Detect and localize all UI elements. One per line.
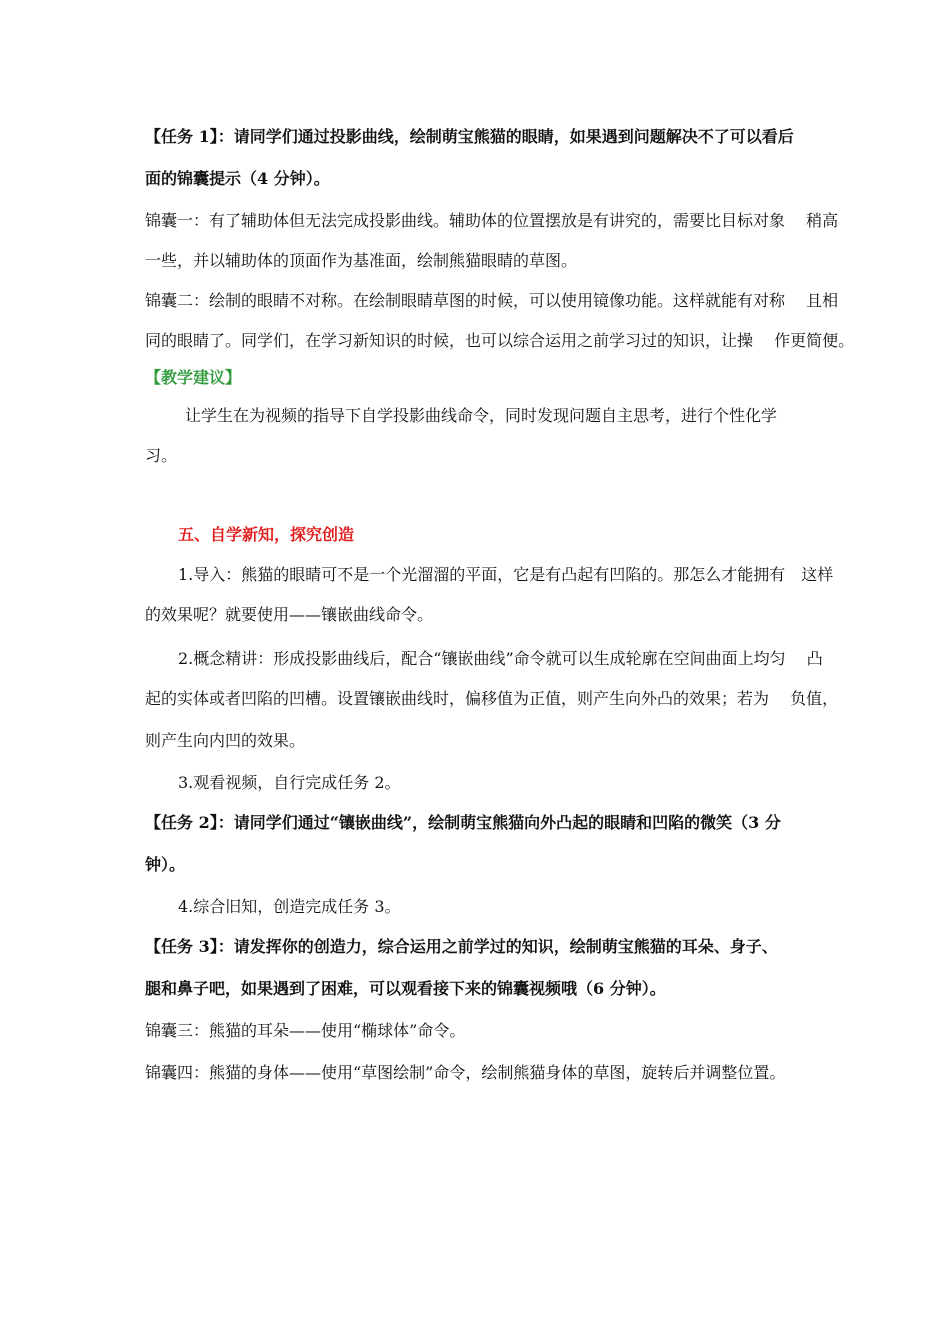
task3-line1: 【任务 3】：请发挥你的创造力，综合运用之前学过的知识，绘制萌宝熊猫的耳朵、身子、 (145, 937, 778, 956)
task3-line2: 腿和鼻子吧，如果遇到了困难，可以观看接下来的锦囊视频哦（6 分钟）。 (145, 979, 666, 998)
task2-line2: 钟）。 (145, 855, 186, 874)
section5-heading: 五、自学新知，探究创造 (178, 525, 355, 544)
paragraph-4: 4.综合旧知，创造完成任务 3。 (178, 897, 401, 916)
advice-line1: 让学生在为视频的指导下自学投影曲线命令，同时发现问题自主思考，进行个性化学 (185, 406, 778, 425)
section5-p1-line1: 1.导入：熊猫的眼睛可不是一个光溜溜的平面，它是有凸起有凹陷的。那怎么才能拥有 这样 (178, 565, 834, 584)
section5-p2-line1: 2.概念精讲：形成投影曲线后，配合“镶嵌曲线”命令就可以生成轮廓在空间曲面上均匀 凸 (178, 649, 823, 668)
tip4: 锦囊四：熊猫的身体——使用“草图绘制”命令，绘制熊猫身体的草图，旋转后并调整位置。 (145, 1063, 786, 1082)
tip2-line1: 锦囊二：绘制的眼睛不对称。在绘制眼睛草图的时候，可以使用镜像功能。这样就能有对称 且相 (145, 291, 839, 310)
advice-line2: 习。 (145, 446, 178, 465)
task1-line1: 【任务 1】：请同学们通过投影曲线，绘制萌宝熊猫的眼睛，如果遇到问题解决不了可以看后 (145, 127, 794, 146)
tip3: 锦囊三：熊猫的耳朵——使用“椭球体”命令。 (145, 1021, 466, 1040)
section5-p2-line3: 则产生向内凹的效果。 (145, 731, 306, 750)
teaching-advice-heading: 【教学建议】 (145, 368, 242, 387)
tip1-line1: 锦囊一：有了辅助体但无法完成投影曲线。辅助体的位置摆放是有讲究的，需要比目标对象 稍高 (145, 211, 839, 230)
section5-p3: 3.观看视频，自行完成任务 2。 (178, 773, 401, 792)
task2-line1: 【任务 2】：请同学们通过“镶嵌曲线”，绘制萌宝熊猫向外凸起的眼睛和凹陷的微笑（3 分 (145, 813, 781, 832)
tip2-line2: 同的眼睛了。同学们，在学习新知识的时候，也可以综合运用之前学习过的知识，让操 作更简便。 (145, 331, 855, 350)
section5-p1-line2: 的效果呢？就要使用——镶嵌曲线命令。 (145, 605, 434, 624)
tip1-line2: 一些，并以辅助体的顶面作为基准面，绘制熊猫眼睛的草图。 (145, 251, 578, 270)
section5-p2-line2: 起的实体或者凹陷的凹槽。设置镶嵌曲线时，偏移值为正值，则产生向外凸的效果；若为 负值， (145, 689, 839, 708)
task1-line2: 面的锦囊提示（4 分钟）。 (145, 169, 330, 188)
